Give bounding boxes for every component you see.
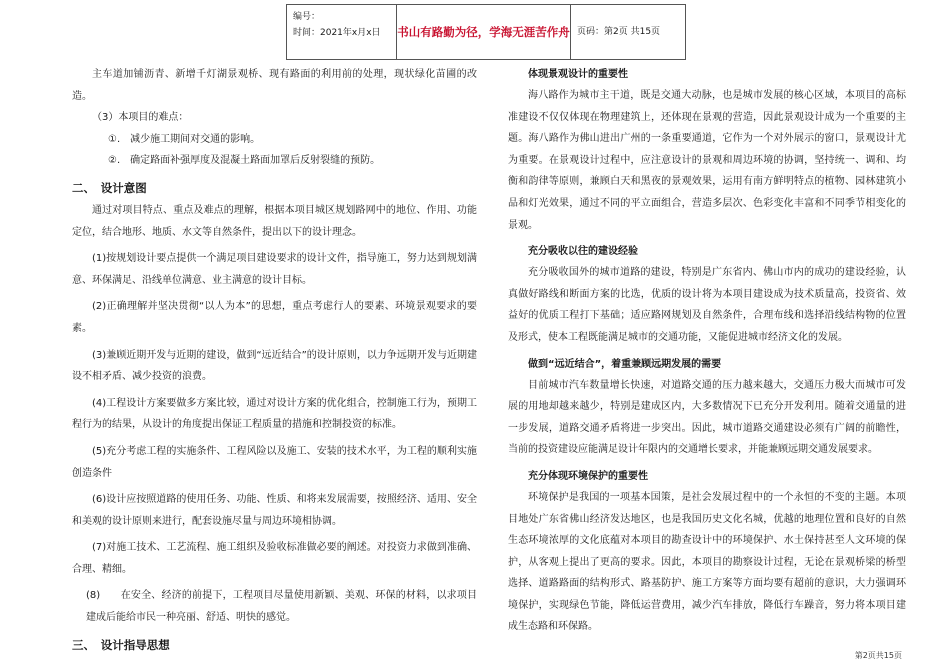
long-term-heading: 做到“远近结合”，着重兼顾远期发展的需要 xyxy=(528,358,722,370)
difficulty-title: （3）本项目的难点： xyxy=(92,112,189,124)
difficulty-item-2: ②. 确定路面补强厚度及混凝土路面加罩后反射裂缝的预防。 xyxy=(108,155,381,167)
design-item-1: (1)按规划设计要点提供一个满足项目建设要求的设计文件，指导施工，努力达到规划满意、环保满足、沿线单位满意、业主满意的设计目标。 xyxy=(72,253,477,286)
section-2-heading: 二、 设计意图 xyxy=(72,180,147,195)
page-header xyxy=(286,4,686,60)
landscape-paragraph: 海八路作为城市主干道，既是交通大动脉，也是城市发展的核心区域，本项目的高标准建设不仅仅体现在物理建筑上，还体现在景观的营造，因此景观设计成为一个重要的主题。海八路作为佛山进出广州的一条重要通道，它作为一个对外展示的窗口，景观设计尤为重要。在景观设计过程中，应注意设计的景观和周边环境的协调，坚持统一、调和、均衡和韵律等原则，兼顾白天和黑夜的景观效果，运用有南方鲜明特点的植物、园林建筑小品和灯光效果，通过不同的平立面组合，营造多层次、色彩变化丰富和不同季节相变化的景观。 xyxy=(508,90,906,231)
design-item-2: (2)正确理解并坚决贯彻“以人为本”的思想，重点考虑行人的要素、环境景观要求的要素。 xyxy=(72,301,477,334)
intro-paragraph: 主车道加铺沥青、新增千灯湖景观桥、现有路面的利用前的处理，现状绿化苗圃的改造。 xyxy=(72,69,477,102)
header-motto: 书山有路勤为径，学海无涯苦作舟 xyxy=(397,5,571,59)
page-footer: 第2页共15页 xyxy=(854,651,902,660)
difficulty-item-1: ①. 减少施工期间对交通的影响。 xyxy=(108,133,261,145)
design-item-8-number: (8) xyxy=(86,590,101,602)
header-number: 编号： xyxy=(293,12,321,22)
header-meta xyxy=(287,5,397,59)
design-item-4: (4)工程设计方案要做多方案比较，通过对设计方案的优化组合，控制施工行为，预期工程行为的结果，从设计的角度提出保证工程质量的措施和控制投资的标准。 xyxy=(72,397,477,431)
experience-paragraph: 充分吸收国外的城市道路的建设，特别是广东省内、佛山市内的成功的建设经验，认真做好路线和断面方案的比选，优质的设计将为本项目建设成为技术质量高，投资省、效益好的优质工程打下基础；适应路网规划及自然条件，合理布线和选择沿线结构物的位置及形式，使本工程既能满足城市的交通功能，又能促进城市经济文化的发展。 xyxy=(508,267,906,343)
design-item-8 xyxy=(72,585,477,628)
design-item-5: (5)充分考虑工程的实施条件、工程风险以及施工、安装的技术水平，为工程的顺利实施创造条件 xyxy=(72,445,477,479)
design-item-6: (6)设计应按照道路的使用任务、功能、性质、和将来发展需要，按照经济、适用、安全和美观的设计原则来进行，配套设施尽量与周边环境相协调。 xyxy=(72,494,477,527)
section-3-heading: 三、 设计指导思想 xyxy=(72,637,170,652)
section-2-intro: 通过对项目特点、重点及难点的理解，根据本项目城区规划路网中的地位、作用、功能定位，结合地形、地质、水文等自然条件，提出以下的设计理念。 xyxy=(72,204,477,238)
left-column xyxy=(72,64,477,657)
header-page: 页码：第2页 共15页 xyxy=(577,27,661,37)
header-time: 时间：2021年x月x日 xyxy=(293,28,381,38)
environment-heading: 充分体现环境保护的重要性 xyxy=(528,470,648,482)
design-item-3: (3)兼顾近期开发与近期的建设，做到“远近结合”的设计原则，以力争远期开发与近期建设不相矛盾、减少投资的浪费。 xyxy=(72,349,477,383)
design-item-7: (7)对施工技术、工艺流程、施工组织及验收标准做必要的阐述。对投资力求做到准确、合理、精细。 xyxy=(72,542,477,575)
environment-paragraph: 环境保护是我国的一项基本国策，是社会发展过程中的一个永恒的不变的主题。本项目地处广东省佛山经济发达地区，也是我国历史文化名城，优越的地理位置和良好的自然生态环境浓厚的文化底蕴对本项目的勘查设计中的环境保护、水土保持甚至人文环境的保护，从客观上提出了更高的要求。因此，本项目的勘察设计过程，无论在景观桥梁的桥型选择、道路路面的结构形式、路基防护、施工方案等方面均要有超前的意识，大力强调环境保护，实现绿色节能，降低运营费用，减少汽车排放，降低行车躁音，努力将本项目建成生态路和环保路。 xyxy=(508,491,906,633)
landscape-heading: 体现景观设计的重要性 xyxy=(528,69,628,80)
experience-heading: 充分吸收以往的建设经验 xyxy=(528,246,638,258)
long-term-paragraph: 目前城市汽车数量增长快速，对道路交通的压力越来越大，交通压力极大而城市可发展的用地却越来越少，特别是建成区内，大多数情况下已充分开发利用。随着交通量的进一步发展，道路交通矛盾将进一步突出。因此，城市道路交通建设必须有广阔的前瞻性，当前的投资建设应能满足设计年限内的交通增长要求，并能兼顾远期交通发展要求。 xyxy=(508,379,906,456)
design-item-8-text: 在安全、经济的前提下，工程项目尽量使用新颖、美观、环保的材料，以求项目建成后能给市民一种亮丽、舒适、明快的感觉。 xyxy=(86,590,478,624)
right-column xyxy=(508,64,906,638)
